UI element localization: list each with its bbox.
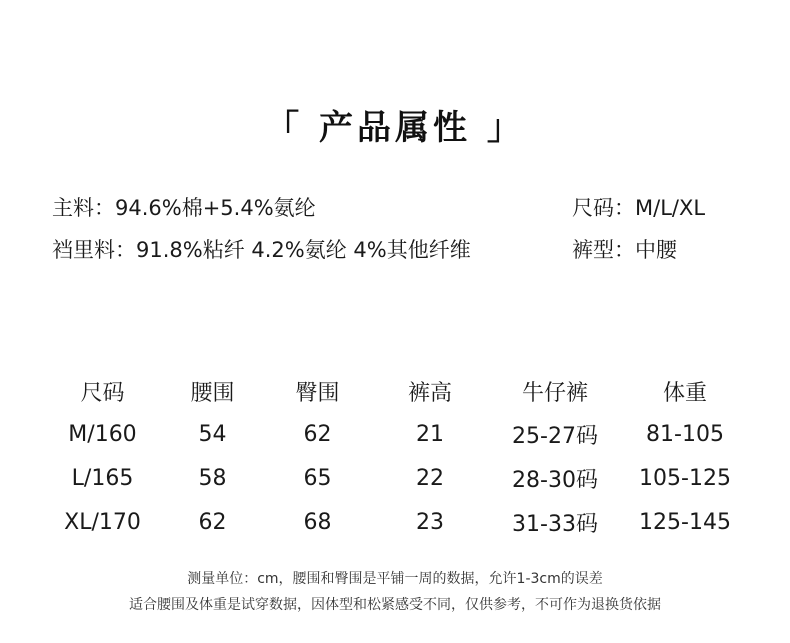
table-cell: M/160 (68, 421, 137, 447)
table-row (45, 456, 750, 500)
size-table (45, 370, 750, 544)
table-row (45, 500, 750, 544)
table-cell: 105-125 (639, 465, 731, 491)
rise-type-text: 裤型：中腰 (572, 238, 677, 262)
table-cell: 62 (198, 509, 227, 535)
table-cell: 31-33码 (512, 511, 598, 537)
table-cell: 54 (198, 421, 227, 447)
table-cell: L/165 (71, 465, 134, 491)
table-cell: 68 (303, 509, 332, 535)
size-options-text: 尺码：M/L/XL (572, 196, 706, 220)
main-material-text: 主料：94.6%棉+5.4%氨纶 (52, 196, 316, 220)
header-jeans-size: 牛仔裤 (521, 380, 588, 406)
header-size: 尺码 (80, 380, 125, 406)
size-table-header-row (45, 370, 750, 412)
lining-material-text: 裆里料：91.8%粘纤 4.2%氨纶 4%其他纤维 (52, 238, 471, 262)
table-row (45, 412, 750, 456)
page-title: 「 产品属性 」 (265, 108, 525, 148)
table-cell: 125-145 (639, 509, 731, 535)
table-cell: 28-30码 (512, 467, 598, 493)
header-weight: 体重 (662, 380, 707, 406)
table-cell: 25-27码 (512, 423, 598, 449)
table-cell: 21 (416, 421, 444, 447)
header-hip: 臀围 (295, 380, 340, 406)
table-cell: 23 (416, 509, 444, 535)
header-rise-height: 裤高 (407, 380, 452, 406)
table-cell: 62 (303, 421, 332, 447)
table-cell: 81-105 (646, 421, 724, 447)
table-cell: 22 (416, 465, 444, 491)
measurement-note: 测量单位：cm，腰围和臀围是平铺一周的数据，允许1-3cm的误差 (187, 571, 603, 587)
fit-disclaimer-note: 适合腰围及体重是试穿数据，因体型和松紧感受不同，仅供参考，不可作为退换货依据 (129, 597, 661, 613)
table-cell: 65 (303, 465, 332, 491)
table-cell: 58 (198, 465, 227, 491)
header-waist: 腰围 (190, 380, 235, 406)
table-cell: XL/170 (64, 509, 141, 535)
